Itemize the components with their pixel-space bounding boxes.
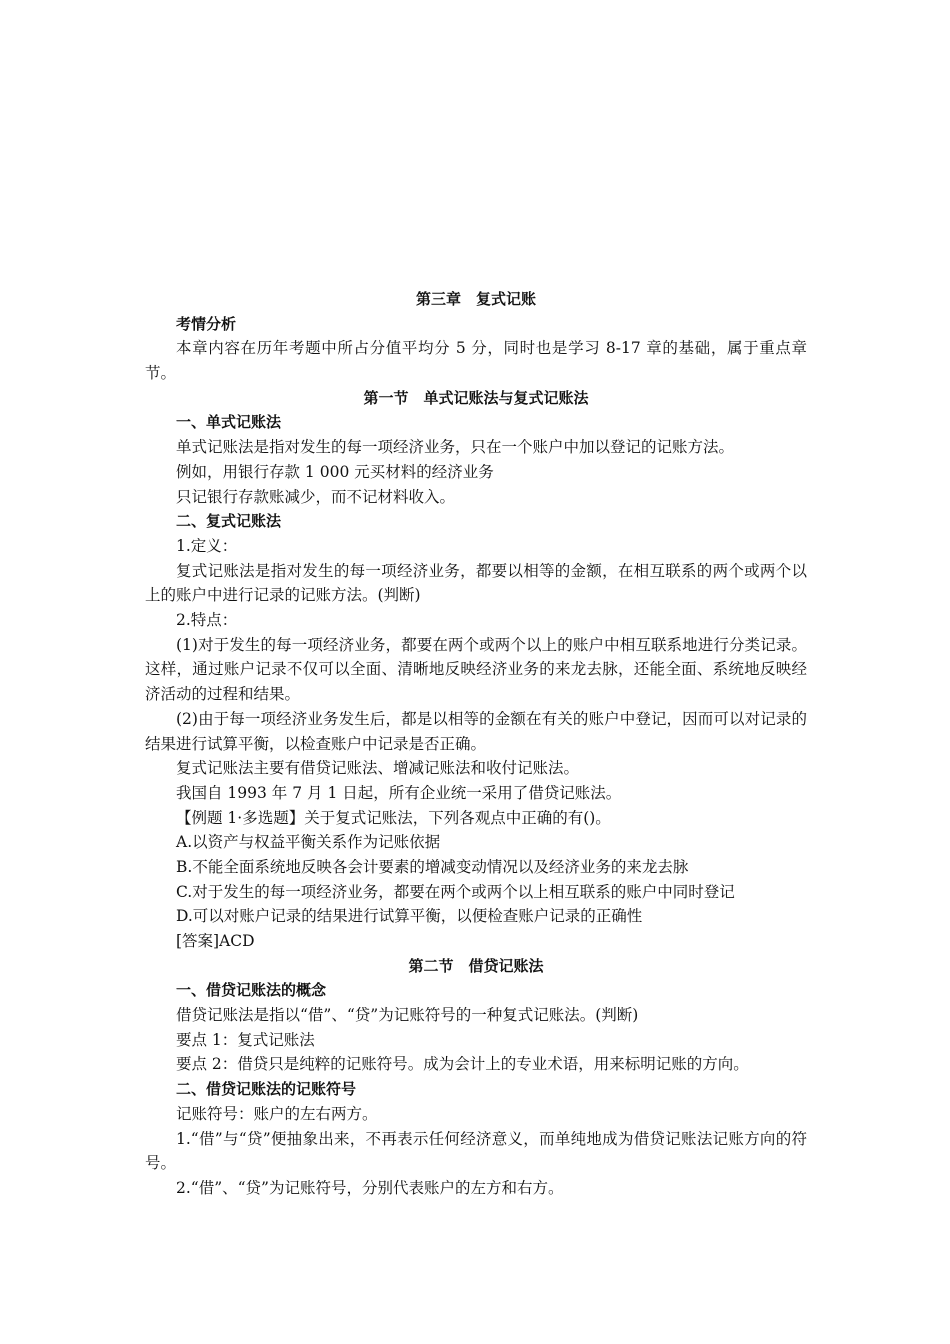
key-point-2: 要点 2：借贷只是纯粹的记账符号。成为会计上的专业术语，用来标明记账的方向。 [176,1055,749,1074]
debit-credit-concept-heading: 一、借贷记账法的概念 [176,981,327,1000]
single-entry-example: 例如，用银行存款 1 000 元买材料的经济业务 [176,462,494,481]
double-entry-heading: 二、复式记账法 [176,512,282,531]
single-entry-heading: 一、单式记账法 [176,413,282,432]
debit-credit-definition: 借贷记账法是指以“借”、“贷”为记账符号的一种复式记账法。(判断) [176,1006,639,1025]
single-entry-explanation: 只记银行存款账减少，而不记材料收入。 [176,487,456,506]
answer-text: [答案]ACD [176,932,255,951]
definition-text: 复式记账法是指对发生的每一项经济业务，都要以相等的金额，在相互联系的两个或两个以上的账户中进行记录的记账方法。(判断) [145,561,807,605]
exam-analysis-heading: 考情分析 [176,314,237,333]
option-b: B.不能全面系统地反映各会计要素的增减变动情况以及经济业务的来龙去脉 [176,857,689,876]
document-body [145,287,807,1201]
exam-analysis-text: 本章内容在历年考题中所占分值平均分 5 分，同时也是学习 8-17 章的基础，属于重点章节。 [145,339,807,383]
option-d: D.可以对账户记录的结果进行试算平衡，以便检查账户记录的正确性 [176,907,643,926]
section1-title: 第一节 单式记账法与复式记账法 [363,388,589,407]
option-a: A.以资产与权益平衡关系作为记账依据 [176,833,441,852]
definition-label: 1.定义： [176,536,238,555]
features-label: 2.特点： [176,611,238,629]
symbols-point-2: 2.“借”、“贷”为记账符号，分别代表账户的左方和右方。 [176,1178,564,1197]
symbols-definition: 记账符号：账户的左右两方。 [176,1104,378,1123]
example-question: 【例题 1·多选题】关于复式记账法，下列各观点中正确的有()。 [176,808,611,827]
single-entry-definition: 单式记账法是指对发生的每一项经济业务，只在一个账户中加以登记的记账方法。 [176,438,735,457]
main-methods-text: 复式记账法主要有借贷记账法、增减记账法和收付记账法。 [176,759,580,778]
feature-1: (1)对于发生的每一项经济业务，都要在两个或两个以上的账户中相互联系地进行分类记录。这样，通过账户记录不仅可以全面、清晰地反映经济业务的来龙去脉，还能全面、系统地反映经济活动的过程和结果。 [145,635,807,704]
section2-title: 第二节 借贷记账法 [408,956,544,975]
symbols-point-1: 1.“借”与“贷”便抽象出来，不再表示任何经济意义，而单纯地成为借贷记账法记账方向的符号。 [145,1129,807,1173]
feature-2: (2)由于每一项经济业务发生后，都是以相等的金额在有关的账户中登记，因而可以对记录的结果进行试算平衡，以检查账户中记录是否正确。 [145,709,807,753]
option-c: C.对于发生的每一项经济业务，都要在两个或两个以上相互联系的账户中同时登记 [176,882,735,901]
adoption-text: 我国自 1993 年 7 月 1 日起，所有企业统一采用了借贷记账法。 [176,783,622,802]
bookkeeping-symbols-heading: 二、借贷记账法的记账符号 [176,1080,357,1099]
chapter-title: 第三章 复式记账 [415,290,536,308]
key-point-1: 要点 1：复式记账法 [176,1030,315,1049]
